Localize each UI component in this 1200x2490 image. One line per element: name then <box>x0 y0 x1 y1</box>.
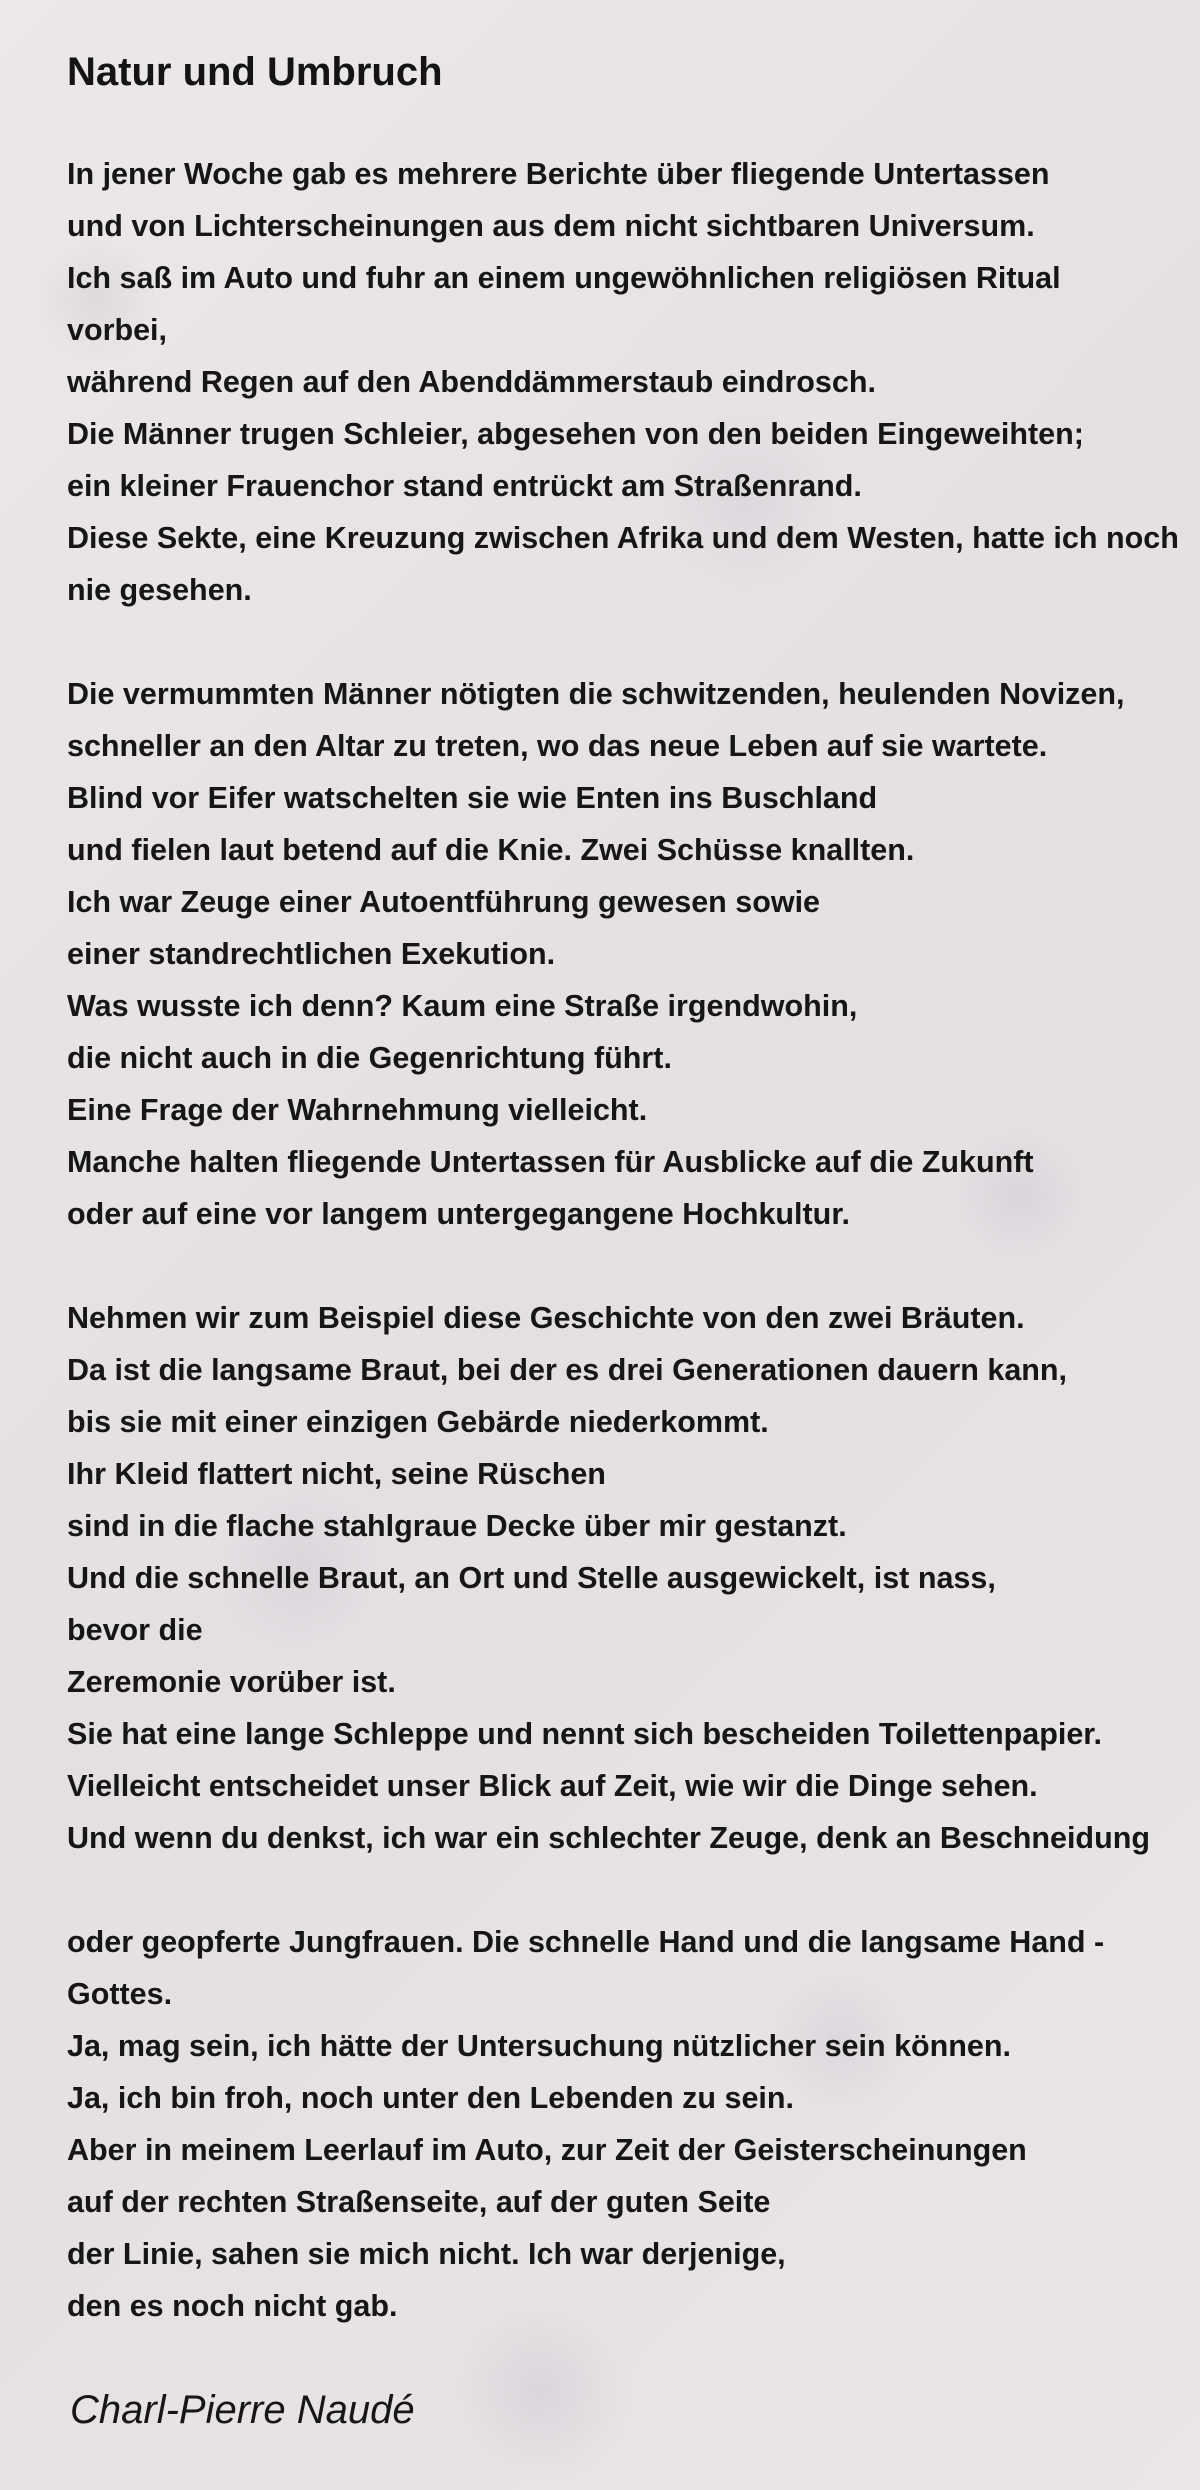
poem-line: Sie hat eine lange Schleppe und nennt sich bescheiden Toilettenpapier. <box>67 1717 1102 1751</box>
poem-line: den es noch nicht gab. <box>67 2289 398 2323</box>
poem-line: Und wenn du denkst, ich war ein schlechter Zeuge, denk an Beschneidung <box>67 1821 1150 1855</box>
stanza-1 <box>67 148 1200 616</box>
poem-line: schneller an den Altar zu treten, wo das neue Leben auf sie wartete. <box>67 729 1048 763</box>
poem-line: In jener Woche gab es mehrere Berichte über fliegende Untertassen <box>67 157 1050 191</box>
poem-line: Zeremonie vorüber ist. <box>67 1665 396 1699</box>
poem-line: Diese Sekte, eine Kreuzung zwischen Afrika und dem Westen, hatte ich noch <box>67 521 1179 555</box>
poem-line: oder geopferte Jungfrauen. Die schnelle Hand und die langsame Hand - <box>67 1925 1105 1959</box>
stanza-2 <box>67 668 1200 1240</box>
poem-line: bis sie mit einer einzigen Gebärde niederkommt. <box>67 1405 769 1439</box>
poem-line: Gottes. <box>67 1977 173 2011</box>
poem-line: Ich saß im Auto und fuhr an einem ungewöhnlichen religiösen Ritual <box>67 261 1061 295</box>
poem-line: Ihr Kleid flattert nicht, seine Rüschen <box>67 1457 606 1491</box>
poem-line: ein kleiner Frauenchor stand entrückt am Straßenrand. <box>67 469 862 503</box>
poem-line: Vielleicht entscheidet unser Blick auf Zeit, wie wir die Dinge sehen. <box>67 1769 1038 1803</box>
poem-line: Und die schnelle Braut, an Ort und Stelle ausgewickelt, ist nass, <box>67 1561 996 1595</box>
poem-line: Was wusste ich denn? Kaum eine Straße irgendwohin, <box>67 989 858 1023</box>
poem-body <box>67 148 1200 2384</box>
poem-line: Aber in meinem Leerlauf im Auto, zur Zeit der Geisterscheinungen <box>67 2133 1027 2167</box>
poem-line: nie gesehen. <box>67 573 252 607</box>
poem-line: vorbei, <box>67 313 168 347</box>
poem-line: einer standrechtlichen Exekution. <box>67 937 556 971</box>
poem-line: Ich war Zeuge einer Autoentführung gewesen sowie <box>67 885 821 919</box>
poem-author: Charl-Pierre Naudé <box>70 2388 415 2432</box>
poem-line: oder auf eine vor langem untergegangene Hochkultur. <box>67 1197 850 1231</box>
poem-line: die nicht auch in die Gegenrichtung führt. <box>67 1041 672 1075</box>
poem-line: Ja, mag sein, ich hätte der Untersuchung nützlicher sein können. <box>67 2029 1011 2063</box>
poem-line: auf der rechten Straßenseite, auf der guten Seite <box>67 2185 771 2219</box>
poem-line: und von Lichterscheinungen aus dem nicht sichtbaren Universum. <box>67 209 1035 243</box>
poem-line: Blind vor Eifer watschelten sie wie Enten ins Buschland <box>67 781 878 815</box>
poem-line: Manche halten fliegende Untertassen für Ausblicke auf die Zukunft <box>67 1145 1034 1179</box>
poem-line: der Linie, sahen sie mich nicht. Ich war derjenige, <box>67 2237 786 2271</box>
poem-line: und fielen laut betend auf die Knie. Zwei Schüsse knallten. <box>67 833 915 867</box>
poem-line: bevor die <box>67 1613 203 1647</box>
poem-line: Die Männer trugen Schleier, abgesehen von den beiden Eingeweihten; <box>67 417 1084 451</box>
poem-line: sind in die flache stahlgraue Decke über mir gestanzt. <box>67 1509 847 1543</box>
poem-title: Natur und Umbruch <box>67 50 443 94</box>
poem-line: Ja, ich bin froh, noch unter den Lebenden zu sein. <box>67 2081 794 2115</box>
stanza-3 <box>67 1292 1200 1864</box>
poem-line: während Regen auf den Abenddämmerstaub eindrosch. <box>67 365 876 399</box>
stanza-4 <box>67 1916 1200 2332</box>
poem-line: Die vermummten Männer nötigten die schwitzenden, heulenden Novizen, <box>67 677 1125 711</box>
poem-line: Nehmen wir zum Beispiel diese Geschichte von den zwei Bräuten. <box>67 1301 1025 1335</box>
poem-line: Eine Frage der Wahrnehmung vielleicht. <box>67 1093 648 1127</box>
poem-line: Da ist die langsame Braut, bei der es drei Generationen dauern kann, <box>67 1353 1068 1387</box>
